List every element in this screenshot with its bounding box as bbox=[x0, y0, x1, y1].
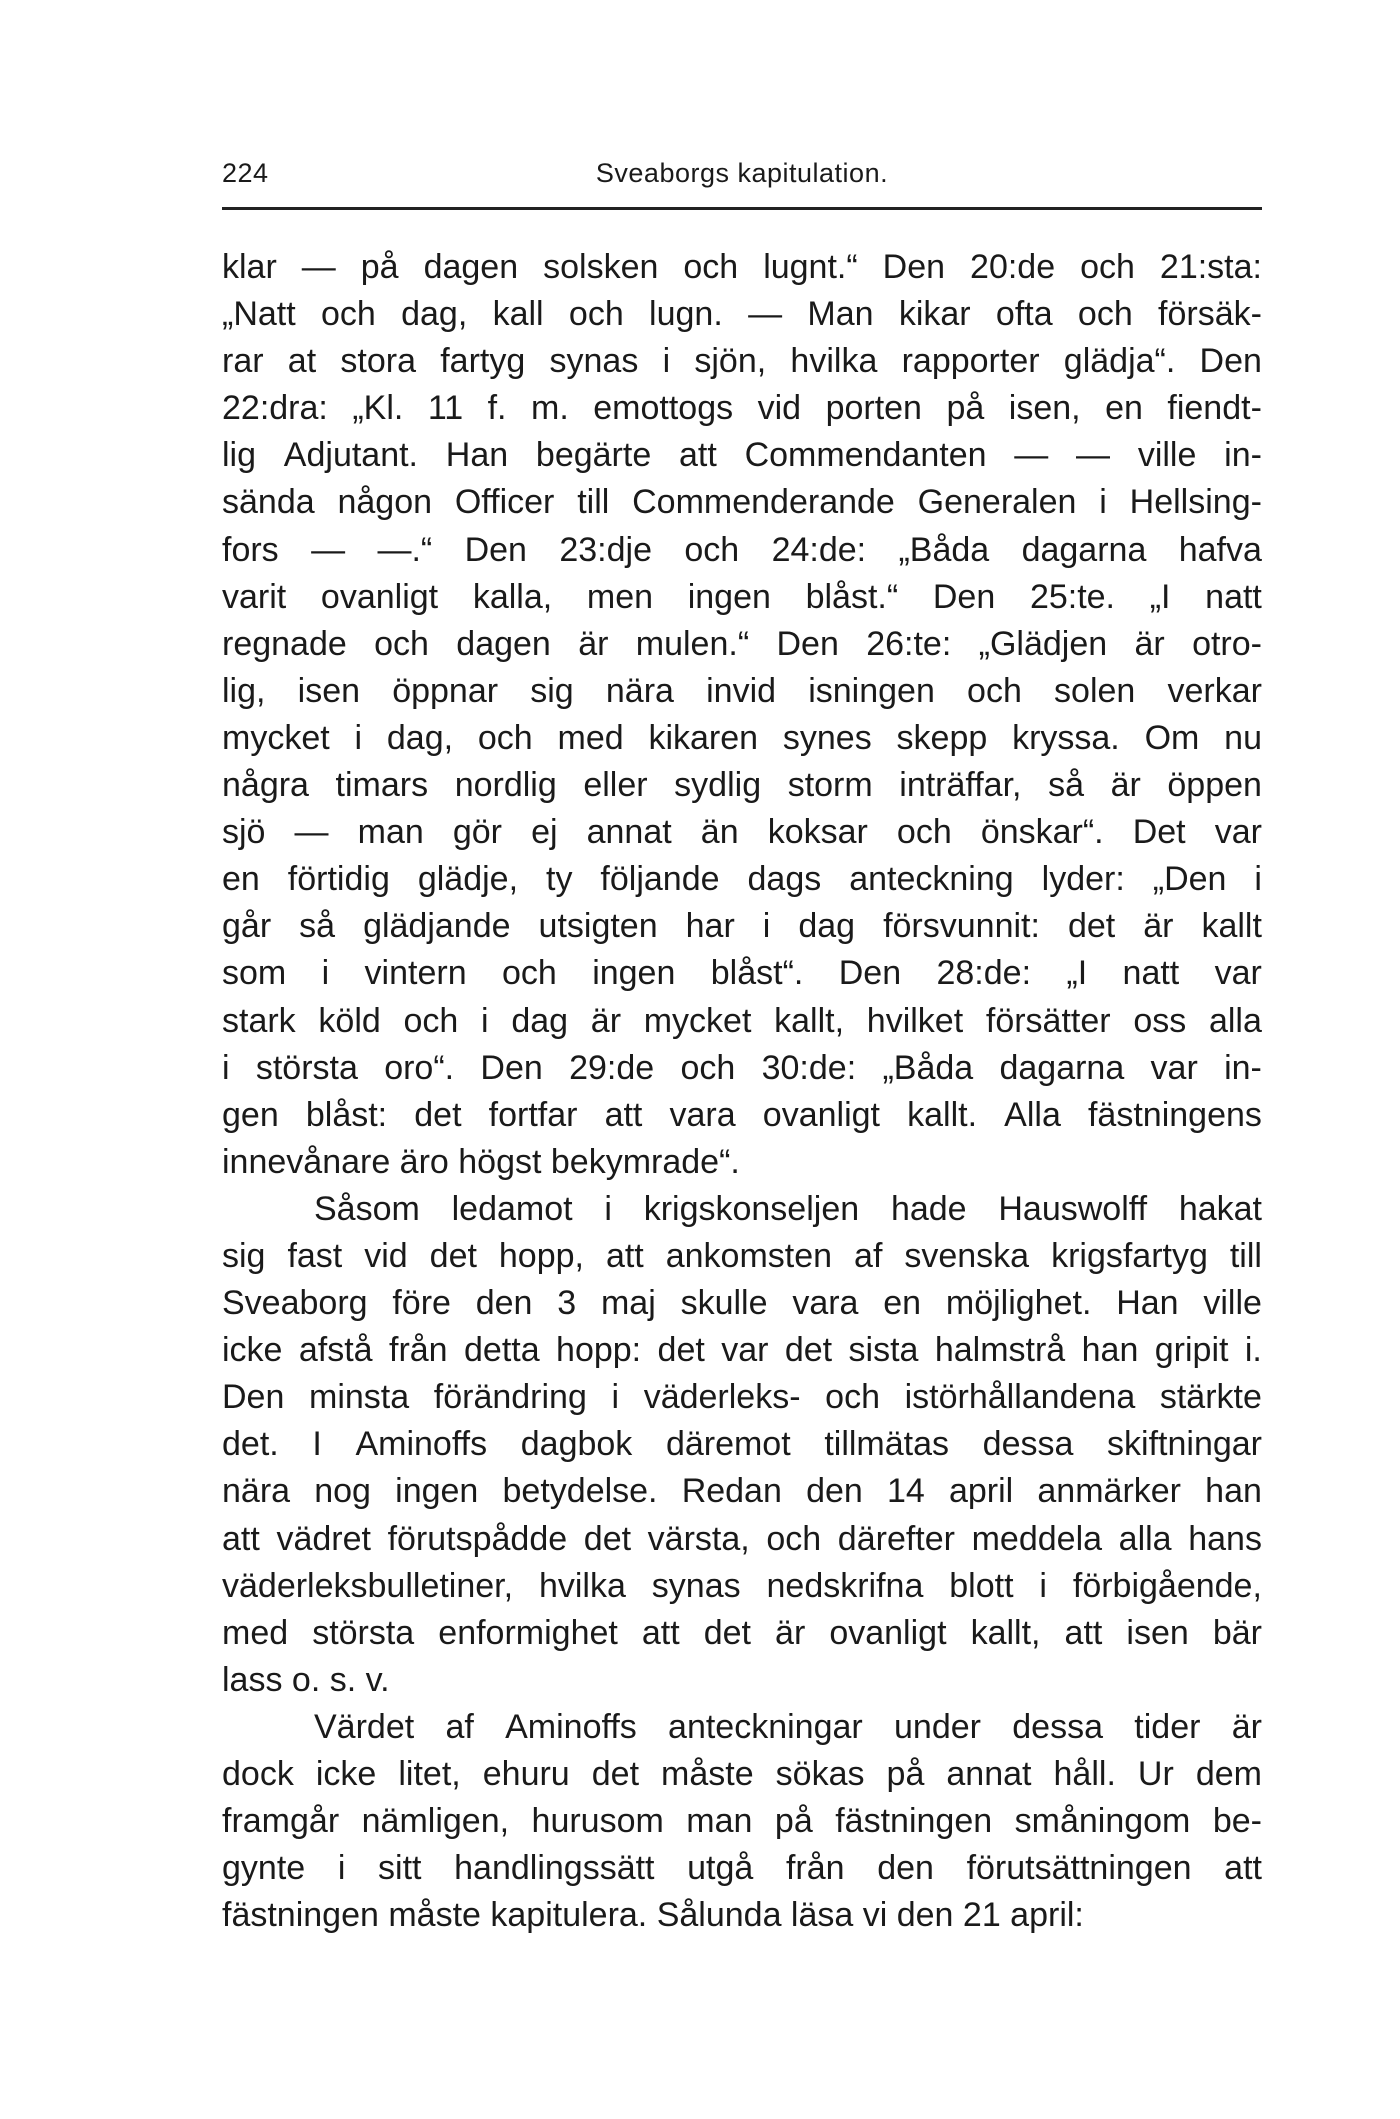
paragraph bbox=[222, 1704, 1262, 1939]
text-line: i största oro“. Den 29:de och 30:de: „Båda dagarna var in- bbox=[222, 1048, 1262, 1087]
text-line: Såsom ledamot i krigskonseljen hade Hauswolff hakat bbox=[314, 1189, 1262, 1228]
running-header bbox=[222, 158, 1262, 198]
text-line: några timars nordlig eller sydlig storm inträffar, så är öppen bbox=[222, 766, 1262, 805]
text-line: sända någon Officer till Commenderande Generalen i Hellsing- bbox=[222, 483, 1262, 522]
text-line: 22:dra: „Kl. 11 f. m. emottogs vid porten på isen, en fiendt- bbox=[222, 389, 1262, 428]
text-line: det. I Aminoffs dagbok däremot tillmätas dessa skiftningar bbox=[222, 1425, 1262, 1464]
text-line: fästningen måste kapitulera. Sålunda läsa vi den 21 april: bbox=[222, 1896, 1084, 1935]
text-line: fors — —.“ Den 23:dje och 24:de: „Båda dagarna hafva bbox=[222, 530, 1262, 569]
body-text bbox=[222, 244, 1262, 1939]
text-line: rar at stora fartyg synas i sjön, hvilka rapporter glädja“. Den bbox=[222, 342, 1262, 381]
text-line: gen blåst: det fortfar att vara ovanligt kallt. Alla fästningens bbox=[222, 1095, 1262, 1134]
text-line: gynte i sitt handlingssätt utgå från den förutsättningen att bbox=[222, 1849, 1262, 1888]
running-title: Sveaborgs kapitulation. bbox=[595, 158, 889, 188]
text-line: som i vintern och ingen blåst“. Den 28:de: „I natt var bbox=[222, 954, 1262, 993]
text-line: att vädret förutspådde det värsta, och därefter meddela alla hans bbox=[222, 1519, 1262, 1558]
text-line: lass o. s. v. bbox=[222, 1660, 390, 1699]
text-line: sig fast vid det hopp, att ankomsten af svenska krigsfartyg till bbox=[222, 1236, 1262, 1275]
text-line: går så glädjande utsigten har i dag försvunnit: det är kallt bbox=[222, 907, 1262, 946]
text-line: dock icke litet, ehuru det måste sökas på annat håll. Ur dem bbox=[222, 1755, 1262, 1793]
text-line: med största enformighet att det är ovanligt kallt, att isen bär bbox=[222, 1613, 1262, 1652]
text-line: Sveaborg före den 3 maj skulle vara en möjlighet. Han ville bbox=[222, 1284, 1262, 1323]
text-line: „Natt och dag, kall och lugn. — Man kikar ofta och försäk- bbox=[222, 295, 1262, 334]
text-line: regnade och dagen är mulen.“ Den 26:te: „Glädjen är otro- bbox=[222, 624, 1262, 663]
text-line: nära nog ingen betydelse. Redan den 14 april anmärker han bbox=[222, 1472, 1262, 1511]
text-line: framgår nämligen, hurusom man på fästningen småningom be- bbox=[222, 1802, 1262, 1841]
paragraph bbox=[222, 1186, 1262, 1704]
page-number: 224 bbox=[222, 158, 269, 188]
text-line: en förtidig glädje, ty följande dags anteckning lyder: „Den i bbox=[222, 860, 1262, 899]
text-line: Den minsta förändring i väderleks- och istörhållandena stärkte bbox=[222, 1378, 1262, 1417]
text-line: klar — på dagen solsken och lugnt.“ Den 20:de och 21:sta: bbox=[222, 248, 1262, 286]
text-line: väderleksbulletiner, hvilka synas nedskrifna blott i förbigående, bbox=[222, 1566, 1262, 1605]
text-line: mycket i dag, och med kikaren synes skepp kryssa. Om nu bbox=[222, 718, 1262, 757]
text-line: icke afstå från detta hopp: det var det sista halmstrå han gripit i. bbox=[222, 1331, 1262, 1370]
text-line: Värdet af Aminoffs anteckningar under dessa tider är bbox=[314, 1707, 1262, 1746]
text-line: innevånare äro högst bekymrade“. bbox=[222, 1142, 740, 1181]
text-line: sjö — man gör ej annat än koksar och önskar“. Det var bbox=[222, 813, 1262, 852]
text-line: lig Adjutant. Han begärte att Commendanten — — ville in- bbox=[222, 436, 1262, 475]
text-line: varit ovanligt kalla, men ingen blåst.“ Den 25:te. „I natt bbox=[222, 577, 1262, 616]
paragraph bbox=[222, 244, 1262, 1186]
header-rule bbox=[222, 207, 1262, 210]
text-line: lig, isen öppnar sig nära invid isningen och solen verkar bbox=[222, 671, 1262, 710]
text-line: stark köld och i dag är mycket kallt, hvilket försätter oss alla bbox=[222, 1001, 1262, 1040]
